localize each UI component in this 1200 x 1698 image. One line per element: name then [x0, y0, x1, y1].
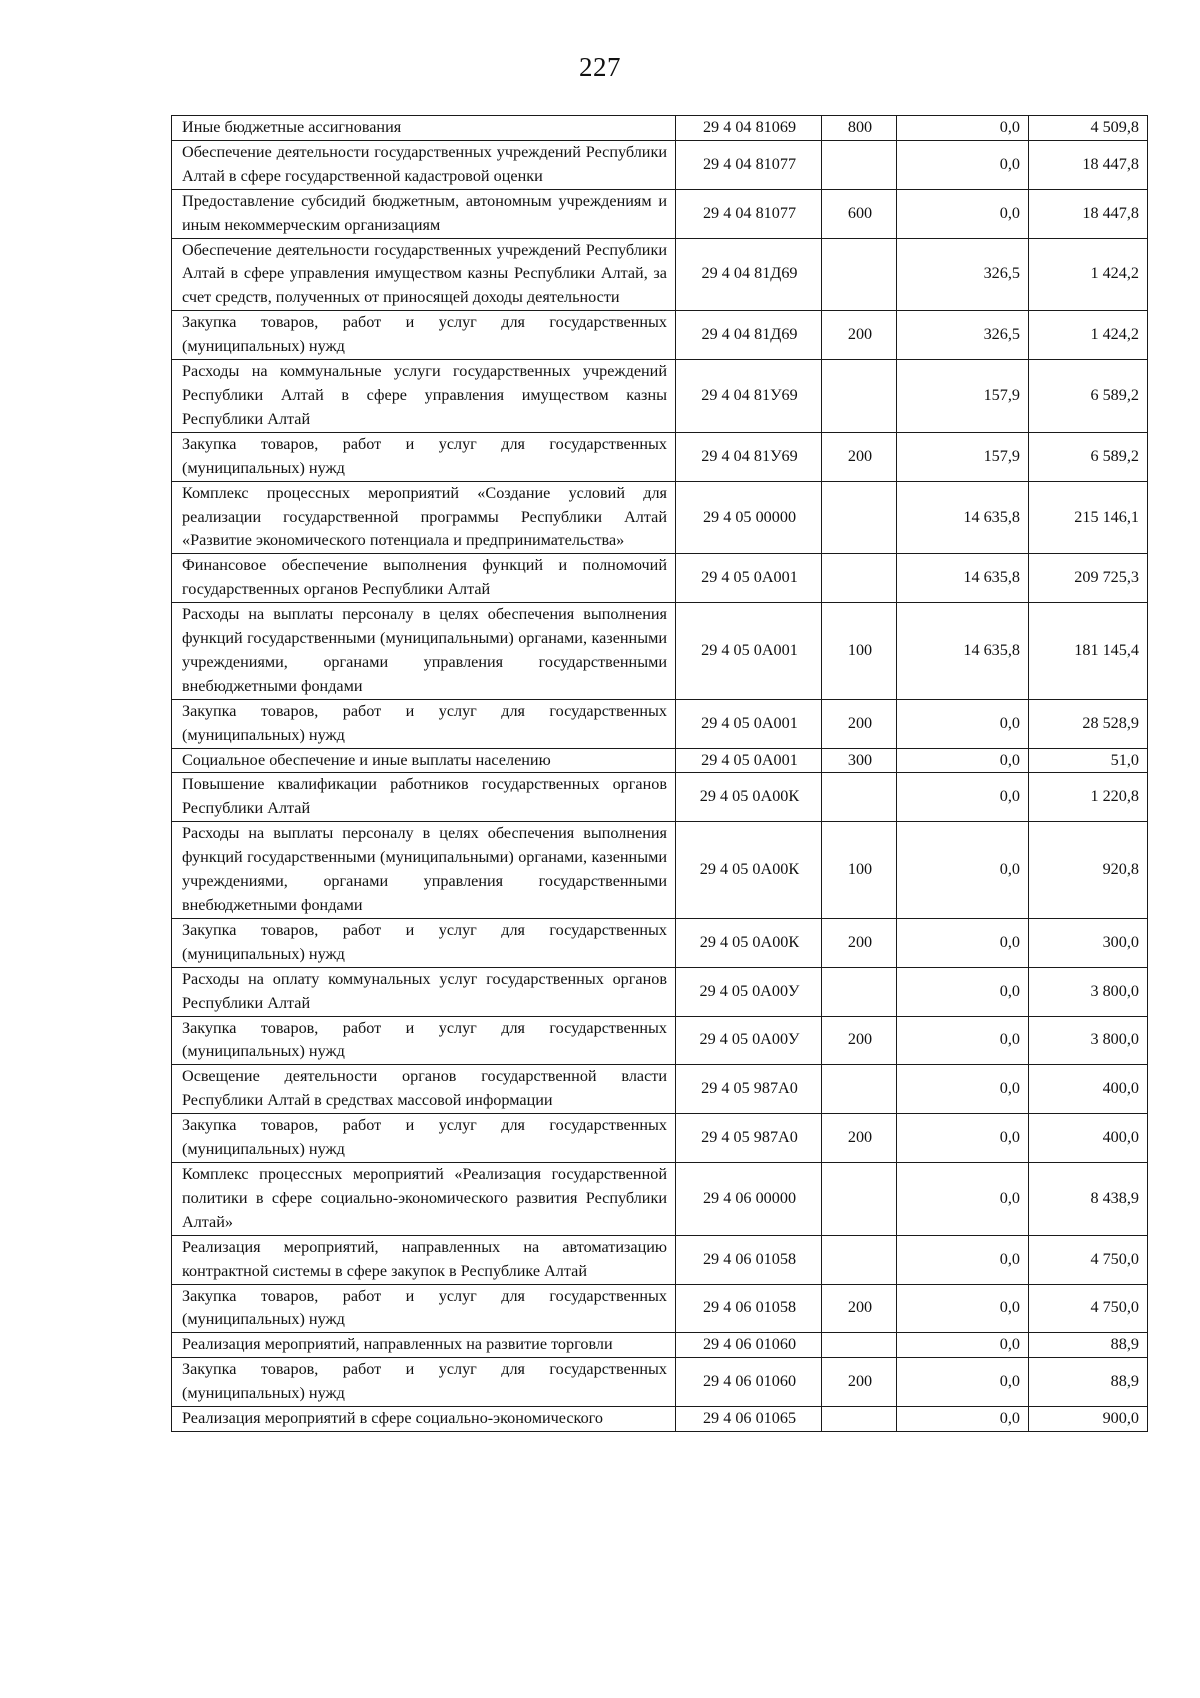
table-row [172, 189, 1148, 238]
expense-type-code-cell: 100 [822, 822, 897, 919]
expense-type-code-cell: 100 [822, 603, 897, 700]
table-row [172, 918, 1148, 967]
table-row [172, 822, 1148, 919]
expense-name-cell: Иные бюджетные ассигнования [172, 116, 676, 141]
table-row [172, 360, 1148, 433]
expense-type-code-cell [822, 554, 897, 603]
expense-name-cell: Комплекс процессных мероприятий «Создание условий для реализации государственной программы Республики Алтай «Развитие экономического потенциала и предпринимательства» [172, 481, 676, 554]
target-article-code-cell: 29 4 05 0А00У [676, 1016, 822, 1065]
table-row [172, 554, 1148, 603]
amount-cell-2: 215 146,1 [1029, 481, 1148, 554]
table-row [172, 238, 1148, 311]
expense-name-cell: Закупка товаров, работ и услуг для государственных (муниципальных) нужд [172, 1284, 676, 1333]
amount-cell-1: 0,0 [897, 1358, 1029, 1407]
expense-type-code-cell [822, 481, 897, 554]
expense-type-code-cell [822, 1333, 897, 1358]
expense-name-cell: Социальное обеспечение и иные выплаты населению [172, 748, 676, 773]
expense-name-cell: Комплекс процессных мероприятий «Реализация государственной политики в сфере социально-экономического развития Республики Алтай» [172, 1162, 676, 1235]
expense-type-code-cell [822, 238, 897, 311]
table-row [172, 116, 1148, 141]
amount-cell-1: 0,0 [897, 189, 1029, 238]
expense-name-cell: Закупка товаров, работ и услуг для государственных (муниципальных) нужд [172, 1016, 676, 1065]
target-article-code-cell: 29 4 04 81069 [676, 116, 822, 141]
target-article-code-cell: 29 4 04 81077 [676, 189, 822, 238]
expense-type-code-cell: 200 [822, 699, 897, 748]
amount-cell-1: 0,0 [897, 1284, 1029, 1333]
table-row [172, 1114, 1148, 1163]
amount-cell-2: 400,0 [1029, 1065, 1148, 1114]
amount-cell-1: 326,5 [897, 311, 1029, 360]
amount-cell-2: 3 800,0 [1029, 967, 1148, 1016]
budget-table [171, 115, 1148, 1432]
target-article-code-cell: 29 4 05 987А0 [676, 1114, 822, 1163]
table-row [172, 1016, 1148, 1065]
expense-name-cell: Освещение деятельности органов государственной власти Республики Алтай в средствах массовой информации [172, 1065, 676, 1114]
table-row [172, 603, 1148, 700]
amount-cell-2: 18 447,8 [1029, 140, 1148, 189]
amount-cell-2: 88,9 [1029, 1358, 1148, 1407]
amount-cell-2: 88,9 [1029, 1333, 1148, 1358]
target-article-code-cell: 29 4 05 0А00К [676, 822, 822, 919]
expense-type-code-cell [822, 1162, 897, 1235]
amount-cell-1: 14 635,8 [897, 554, 1029, 603]
amount-cell-1: 157,9 [897, 432, 1029, 481]
amount-cell-2: 900,0 [1029, 1407, 1148, 1432]
amount-cell-1: 0,0 [897, 1162, 1029, 1235]
expense-type-code-cell [822, 1065, 897, 1114]
table-row [172, 773, 1148, 822]
amount-cell-1: 0,0 [897, 699, 1029, 748]
expense-name-cell: Закупка товаров, работ и услуг для государственных (муниципальных) нужд [172, 918, 676, 967]
expense-name-cell: Реализация мероприятий, направленных на развитие торговли [172, 1333, 676, 1358]
amount-cell-1: 0,0 [897, 1114, 1029, 1163]
target-article-code-cell: 29 4 05 0А00У [676, 967, 822, 1016]
amount-cell-1: 0,0 [897, 822, 1029, 919]
target-article-code-cell: 29 4 06 01058 [676, 1284, 822, 1333]
target-article-code-cell: 29 4 06 01060 [676, 1358, 822, 1407]
amount-cell-1: 14 635,8 [897, 481, 1029, 554]
page-number: 227 [579, 52, 621, 82]
target-article-code-cell: 29 4 05 0А001 [676, 699, 822, 748]
table-row [172, 1162, 1148, 1235]
table-row [172, 1407, 1148, 1432]
target-article-code-cell: 29 4 06 01060 [676, 1333, 822, 1358]
target-article-code-cell: 29 4 06 01065 [676, 1407, 822, 1432]
target-article-code-cell: 29 4 04 81Д69 [676, 238, 822, 311]
expense-name-cell: Закупка товаров, работ и услуг для государственных (муниципальных) нужд [172, 1358, 676, 1407]
expense-type-code-cell [822, 140, 897, 189]
table-row [172, 1333, 1148, 1358]
expense-type-code-cell [822, 773, 897, 822]
amount-cell-2: 6 589,2 [1029, 432, 1148, 481]
expense-type-code-cell: 300 [822, 748, 897, 773]
amount-cell-2: 1 424,2 [1029, 311, 1148, 360]
expense-name-cell: Финансовое обеспечение выполнения функций и полномочий государственных органов Республики Алтай [172, 554, 676, 603]
target-article-code-cell: 29 4 05 987А0 [676, 1065, 822, 1114]
expense-type-code-cell [822, 360, 897, 433]
expense-name-cell: Закупка товаров, работ и услуг для государственных (муниципальных) нужд [172, 1114, 676, 1163]
amount-cell-1: 0,0 [897, 967, 1029, 1016]
amount-cell-1: 326,5 [897, 238, 1029, 311]
amount-cell-2: 18 447,8 [1029, 189, 1148, 238]
amount-cell-2: 28 528,9 [1029, 699, 1148, 748]
expense-type-code-cell: 200 [822, 1284, 897, 1333]
amount-cell-2: 4 509,8 [1029, 116, 1148, 141]
table-row [172, 699, 1148, 748]
expense-name-cell: Обеспечение деятельности государственных учреждений Республики Алтай в сфере государственной кадастровой оценки [172, 140, 676, 189]
expense-type-code-cell [822, 967, 897, 1016]
target-article-code-cell: 29 4 04 81У69 [676, 360, 822, 433]
target-article-code-cell: 29 4 04 81Д69 [676, 311, 822, 360]
amount-cell-1: 0,0 [897, 140, 1029, 189]
expense-name-cell: Расходы на выплаты персоналу в целях обеспечения выполнения функций государственными (муниципальными) органами, казенными учреждениями, органами управления государственными внебюджетными фондами [172, 603, 676, 700]
table-row [172, 1358, 1148, 1407]
target-article-code-cell: 29 4 05 0А001 [676, 603, 822, 700]
expense-type-code-cell: 200 [822, 1358, 897, 1407]
table-row [172, 432, 1148, 481]
target-article-code-cell: 29 4 05 0А00К [676, 773, 822, 822]
amount-cell-1: 0,0 [897, 116, 1029, 141]
amount-cell-1: 0,0 [897, 773, 1029, 822]
table-row [172, 311, 1148, 360]
amount-cell-2: 1 424,2 [1029, 238, 1148, 311]
target-article-code-cell: 29 4 04 81077 [676, 140, 822, 189]
expense-name-cell: Расходы на оплату коммунальных услуг государственных органов Республики Алтай [172, 967, 676, 1016]
amount-cell-2: 6 589,2 [1029, 360, 1148, 433]
expense-type-code-cell: 200 [822, 1114, 897, 1163]
expense-name-cell: Предоставление субсидий бюджетным, автономным учреждениям и иным некоммерческим организациям [172, 189, 676, 238]
expense-name-cell: Расходы на коммунальные услуги государственных учреждений Республики Алтай в сфере управления имуществом казны Республики Алтай [172, 360, 676, 433]
amount-cell-1: 0,0 [897, 1407, 1029, 1432]
expense-type-code-cell: 200 [822, 432, 897, 481]
amount-cell-1: 0,0 [897, 918, 1029, 967]
target-article-code-cell: 29 4 05 0А001 [676, 748, 822, 773]
amount-cell-2: 4 750,0 [1029, 1284, 1148, 1333]
expense-name-cell: Расходы на выплаты персоналу в целях обеспечения выполнения функций государственными (муниципальными) органами, казенными учреждениями, органами управления государственными внебюджетными фондами [172, 822, 676, 919]
amount-cell-2: 181 145,4 [1029, 603, 1148, 700]
expense-type-code-cell: 200 [822, 311, 897, 360]
amount-cell-2: 8 438,9 [1029, 1162, 1148, 1235]
expense-name-cell: Закупка товаров, работ и услуг для государственных (муниципальных) нужд [172, 311, 676, 360]
target-article-code-cell: 29 4 05 0А00К [676, 918, 822, 967]
amount-cell-2: 300,0 [1029, 918, 1148, 967]
expense-type-code-cell: 800 [822, 116, 897, 141]
target-article-code-cell: 29 4 06 00000 [676, 1162, 822, 1235]
expense-name-cell: Реализация мероприятий в сфере социально-экономического [172, 1407, 676, 1432]
budget-table-body [172, 116, 1148, 1432]
expense-type-code-cell: 600 [822, 189, 897, 238]
amount-cell-2: 920,8 [1029, 822, 1148, 919]
amount-cell-2: 3 800,0 [1029, 1016, 1148, 1065]
expense-name-cell: Повышение квалификации работников государственных органов Республики Алтай [172, 773, 676, 822]
amount-cell-2: 400,0 [1029, 1114, 1148, 1163]
amount-cell-1: 0,0 [897, 748, 1029, 773]
target-article-code-cell: 29 4 06 01058 [676, 1235, 822, 1284]
amount-cell-2: 51,0 [1029, 748, 1148, 773]
expense-name-cell: Обеспечение деятельности государственных учреждений Республики Алтай в сфере управления имуществом казны Республики Алтай, за счет средств, полученных от приносящей доходы деятельности [172, 238, 676, 311]
amount-cell-1: 0,0 [897, 1016, 1029, 1065]
amount-cell-2: 1 220,8 [1029, 773, 1148, 822]
table-row [172, 1235, 1148, 1284]
expense-name-cell: Закупка товаров, работ и услуг для государственных (муниципальных) нужд [172, 699, 676, 748]
table-row [172, 140, 1148, 189]
amount-cell-1: 0,0 [897, 1235, 1029, 1284]
expense-name-cell: Реализация мероприятий, направленных на автоматизацию контрактной системы в сфере закупок в Республике Алтай [172, 1235, 676, 1284]
expense-type-code-cell [822, 1407, 897, 1432]
table-row [172, 481, 1148, 554]
table-row [172, 967, 1148, 1016]
amount-cell-2: 4 750,0 [1029, 1235, 1148, 1284]
table-row [172, 1284, 1148, 1333]
expense-name-cell: Закупка товаров, работ и услуг для государственных (муниципальных) нужд [172, 432, 676, 481]
amount-cell-1: 0,0 [897, 1065, 1029, 1114]
expense-type-code-cell: 200 [822, 918, 897, 967]
target-article-code-cell: 29 4 04 81У69 [676, 432, 822, 481]
amount-cell-1: 0,0 [897, 1333, 1029, 1358]
target-article-code-cell: 29 4 05 0А001 [676, 554, 822, 603]
target-article-code-cell: 29 4 05 00000 [676, 481, 822, 554]
table-row [172, 1065, 1148, 1114]
expense-type-code-cell: 200 [822, 1016, 897, 1065]
table-row [172, 748, 1148, 773]
amount-cell-1: 14 635,8 [897, 603, 1029, 700]
amount-cell-2: 209 725,3 [1029, 554, 1148, 603]
expense-type-code-cell [822, 1235, 897, 1284]
amount-cell-1: 157,9 [897, 360, 1029, 433]
